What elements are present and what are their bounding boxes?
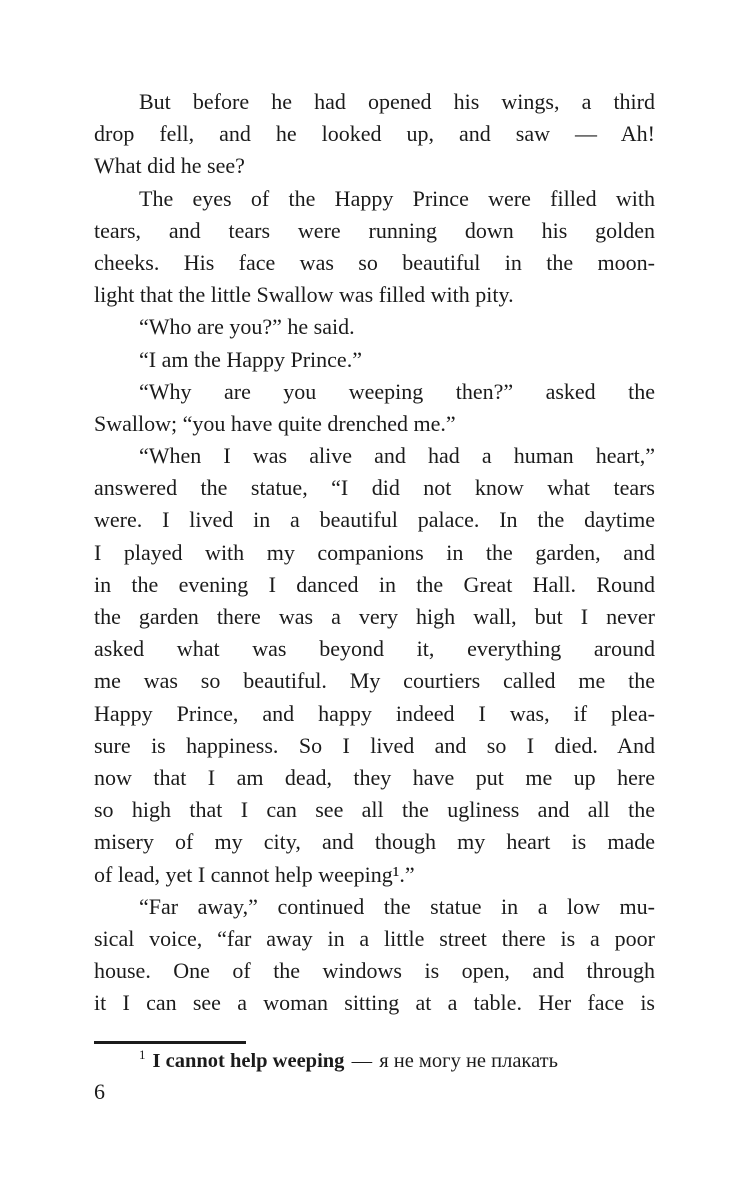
text-line: of lead, yet I cannot help weeping¹.”: [94, 861, 415, 887]
text-line: What did he see?: [94, 153, 245, 179]
text-line: so high that I can see all the ugliness and all the: [94, 797, 655, 823]
footnote-translation: я не могу не плакать: [379, 1050, 558, 1072]
footnote-marker: 1: [139, 1047, 146, 1063]
text-line: asked what was beyond it, everything around: [94, 636, 655, 662]
text-line: answered the statue, “I did not know what tears: [94, 475, 655, 501]
text-line: now that I am dead, they have put me up here: [94, 764, 655, 790]
text-line: cheeks. His face was so beautiful in the moon-: [94, 249, 655, 275]
text-line: “Who are you?” he said.: [139, 314, 355, 340]
text-line: house. One of the windows is open, and through: [94, 958, 655, 984]
text-line: light that the little Swallow was filled with pity.: [94, 282, 514, 308]
body-text: [94, 86, 655, 1019]
text-line: “Why are you weeping then?” asked the: [139, 378, 655, 404]
text-line: “I am the Happy Prince.”: [139, 346, 362, 372]
text-line: the garden there was a very high wall, but I never: [94, 604, 655, 629]
text-line: I played with my companions in the garden, and: [94, 539, 655, 565]
text-line: it I can see a woman sitting at a table. Her face is: [94, 990, 655, 1016]
footnote: [94, 1047, 655, 1075]
text-line: me was so beautiful. My courtiers called me the: [94, 668, 655, 694]
text-line: Happy Prince, and happy indeed I was, if plea-: [94, 700, 655, 726]
text-line: were. I lived in a beautiful palace. In the daytime: [94, 507, 655, 533]
text-line: But before he had opened his wings, a third: [139, 89, 655, 114]
text-line: “Far away,” continued the statue in a low mu-: [139, 893, 655, 919]
text-line: drop fell, and he looked up, and saw — Ah!: [94, 121, 655, 147]
text-line: sure is happiness. So I lived and so I died. And: [94, 732, 655, 758]
footnote-term: I cannot help weeping: [152, 1050, 345, 1072]
text-line: Swallow; “you have quite drenched me.”: [94, 410, 456, 436]
text-line: tears, and tears were running down his golden: [94, 217, 655, 243]
page-number: 6: [94, 1079, 105, 1104]
text-line: sical voice, “far away in a little street there is a poor: [94, 925, 655, 951]
footnote-separator: —: [351, 1050, 373, 1072]
footnote-rule: [94, 1041, 246, 1044]
text-line: The eyes of the Happy Prince were filled with: [139, 185, 655, 211]
text-line: misery of my city, and though my heart is made: [94, 829, 655, 855]
text-line: “When I was alive and had a human heart,”: [139, 443, 655, 469]
text-line: in the evening I danced in the Great Hall. Round: [94, 571, 655, 597]
